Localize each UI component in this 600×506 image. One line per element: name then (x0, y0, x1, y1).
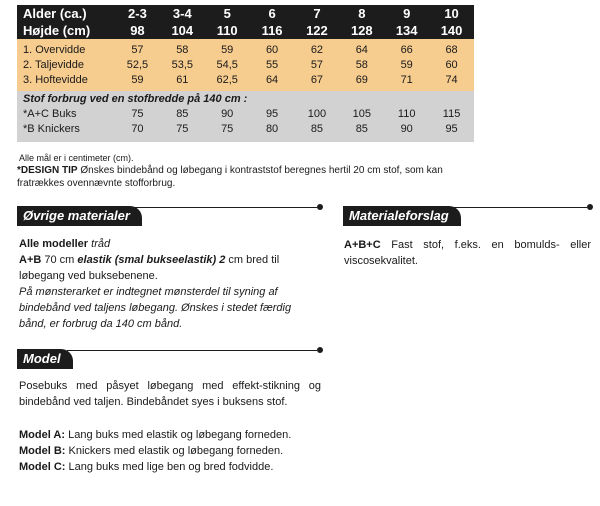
model-c-label: Model C: (19, 461, 66, 473)
model-a-label: Model A: (19, 429, 66, 441)
table-row (17, 122, 474, 143)
model-b-text: Knickers med elastik og løbegang forneden. (65, 445, 284, 457)
table-cell: 67 (310, 73, 324, 86)
ab-label: A+B (19, 254, 42, 266)
ovrige-materialer-body (19, 236, 321, 332)
table-cell: 110 (397, 108, 416, 121)
list-item (19, 459, 321, 475)
table-cell: 58 (176, 43, 189, 56)
age-cell: 8 (358, 6, 366, 21)
height-cell: 140 (440, 23, 463, 38)
divider (77, 207, 317, 208)
table-row (17, 57, 474, 72)
list-item (19, 427, 321, 443)
table-cell: 105 (352, 108, 371, 121)
pattern-note: På mønsterarket er indtegnet mønsterdel til syning af bindebånd ved taljens løbegang. Ønskes i stedet færdig bånd, er forbrug da 140 cm bånd. (19, 286, 292, 330)
table-cell: 75 (176, 122, 189, 135)
ovrige-materialer-header (17, 206, 323, 226)
model-desc-text: Posebuks med påsyet løbegang med effekt-stikning og bindebånd ved taljen. Bindebåndet syes i buksens stof. (19, 380, 321, 408)
ab-elastic: elastik (smal bukseelastik) 2 (77, 254, 226, 266)
model-header (17, 349, 323, 369)
table-cell: 90 (400, 122, 413, 135)
age-cell: 5 (223, 6, 231, 21)
model-a-text: Lang buks med elastik og løbegang forneden. (65, 429, 292, 441)
units-note: Alle mål er i centimeter (cm). (19, 153, 134, 163)
table-cell: 75 (131, 108, 144, 121)
size-table (17, 5, 474, 142)
row-label: *B Knickers (23, 122, 80, 135)
table-cell: 95 (265, 108, 279, 121)
table-cell: 90 (221, 108, 234, 121)
table-cell: 59 (221, 43, 234, 56)
table-cell: 75 (221, 122, 234, 135)
table-cell: 115 (442, 108, 461, 121)
table-cell: 85 (176, 108, 189, 121)
table-cell: 64 (265, 73, 279, 86)
row-label: *A+C Buks (23, 108, 77, 121)
table-cell: 62 (310, 43, 324, 56)
divider (403, 207, 587, 208)
height-cell: 122 (306, 23, 328, 38)
table-row (17, 107, 474, 122)
model-title: Model (17, 349, 73, 369)
height-header-row (17, 22, 474, 39)
table-cell: 85 (310, 122, 324, 135)
row-label: 3. Hoftevidde (23, 73, 88, 86)
material-text: Fast stof, f.eks. en bomulds- eller viscosekvalitet. (344, 239, 591, 267)
table-cell: 74 (445, 73, 458, 86)
table-cell: 100 (307, 108, 327, 121)
table-cell: 54,5 (216, 58, 238, 71)
age-cell: 7 (313, 6, 321, 21)
table-cell: 52,5 (126, 58, 149, 71)
row-label: 2. Taljevidde (23, 58, 84, 71)
height-cell: 134 (395, 23, 418, 38)
height-cell: 104 (171, 23, 194, 38)
divider (67, 350, 317, 351)
ovrige-materialer-title: Øvrige materialer (17, 206, 142, 226)
row-label: 1. Overvidde (23, 43, 86, 56)
model-description (19, 378, 321, 410)
table-cell: 62,5 (216, 73, 238, 86)
age-cell: 10 (444, 6, 459, 21)
bullet-dot-icon (587, 204, 593, 210)
table-cell: 95 (445, 122, 458, 135)
model-list (19, 427, 321, 475)
height-label: Højde (cm) (23, 23, 91, 38)
age-cell: 9 (403, 6, 411, 21)
list-item (19, 443, 321, 459)
table-cell: 64 (355, 43, 368, 56)
table-cell: 80 (265, 122, 279, 135)
table-cell: 66 (400, 43, 413, 56)
model-b-label: Model B: (19, 445, 66, 457)
table-cell: 70 (131, 122, 144, 135)
height-cell: 110 (216, 23, 238, 38)
height-cell: 116 (261, 23, 283, 38)
table-cell: 57 (131, 43, 144, 56)
table-cell: 68 (445, 43, 458, 56)
ab-text: 70 cm (41, 254, 78, 266)
age-cell: 2-3 (128, 6, 147, 21)
design-tip (17, 164, 467, 190)
table-cell: 71 (400, 73, 413, 86)
table-cell: 58 (355, 58, 368, 71)
age-label: Alder (ca.) (23, 6, 87, 21)
table-cell: 59 (131, 73, 144, 86)
bullet-dot-icon (317, 204, 323, 210)
table-cell: 59 (400, 58, 413, 71)
all-models-label: Alle modeller (19, 238, 89, 250)
materialeforslag-title: Materialeforslag (343, 206, 461, 226)
age-cell: 3-4 (172, 6, 192, 21)
fabric-usage-title: Stof forbrug ved en stofbredde på 140 cm : (17, 91, 474, 107)
table-cell: 55 (265, 58, 279, 71)
model-c-text: Lang buks med lige ben og bred fodvidde. (65, 461, 274, 473)
design-tip-text: Ønskes bindebånd og løbegang i kontraststof beregnes hertil 20 cm stof, som kan fratrækkes ovennævnte stofforbrug. (17, 165, 443, 189)
table-cell: 60 (265, 43, 279, 56)
height-cell: 128 (350, 23, 373, 38)
age-cell: 6 (268, 6, 276, 21)
all-models-text: tråd (88, 238, 111, 250)
material-label: A+B+C (344, 239, 381, 251)
materialeforslag-body (344, 237, 591, 269)
age-header-row (17, 5, 474, 22)
table-cell: 85 (355, 122, 368, 135)
materialeforslag-header (343, 206, 593, 226)
table-cell: 57 (310, 58, 324, 71)
table-row (17, 39, 474, 57)
ab-text-end: cm bred til løbegang ved buksebenene. (19, 254, 280, 282)
table-cell: 53,5 (171, 58, 194, 71)
bullet-dot-icon (317, 347, 323, 353)
design-tip-label: *DESIGN TIP (17, 165, 78, 176)
table-cell: 60 (445, 58, 458, 71)
table-cell: 61 (176, 73, 189, 86)
height-cell: 98 (130, 23, 145, 38)
table-row (17, 72, 474, 91)
table-cell: 69 (355, 73, 368, 86)
